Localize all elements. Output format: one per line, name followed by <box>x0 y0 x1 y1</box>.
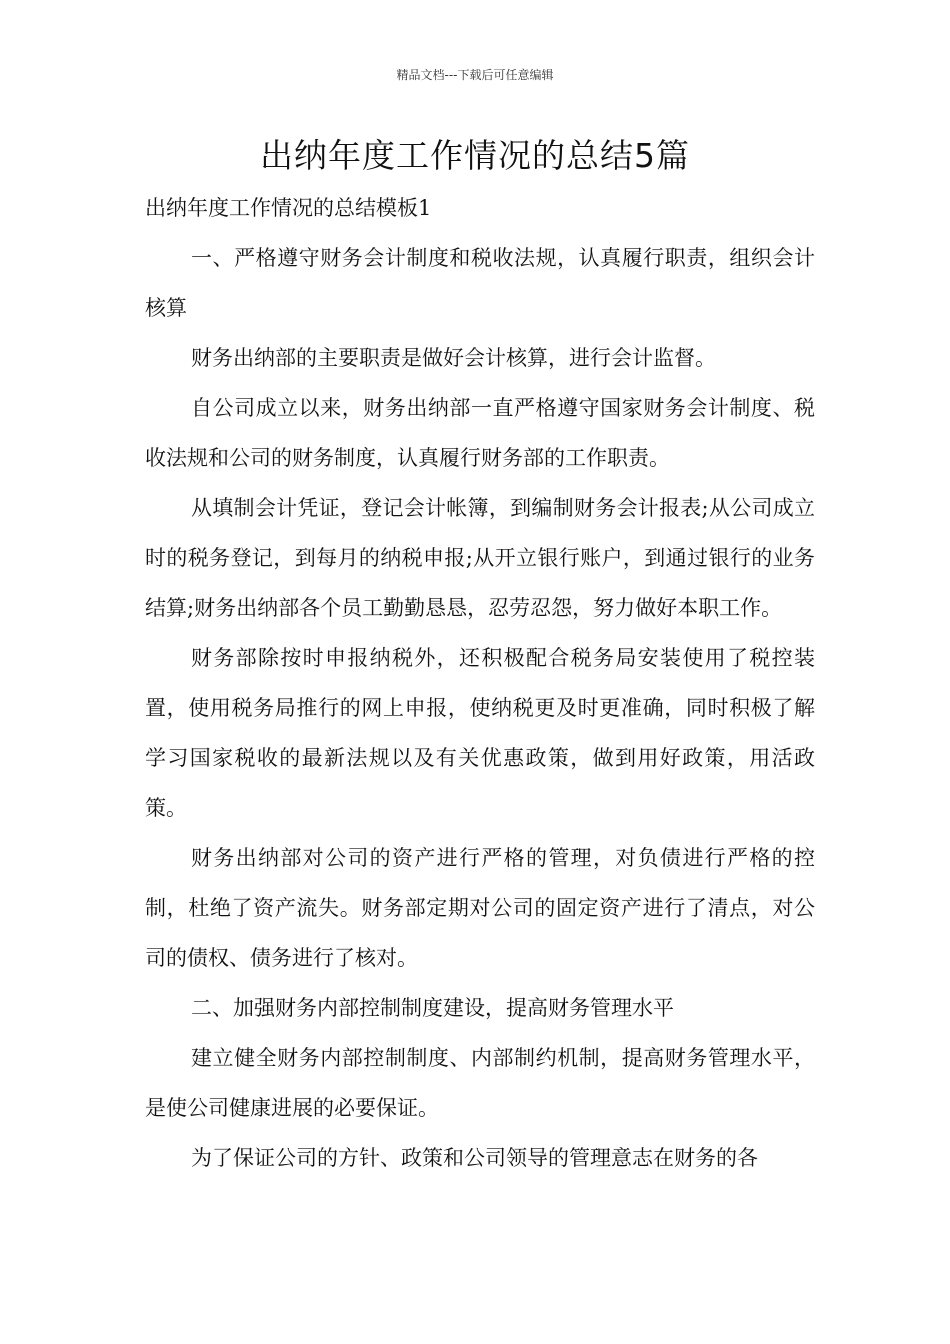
paragraph: 财务部除按时申报纳税外，还积极配合税务局安装使用了税控装置，使用税务局推行的网上申报，使纳税更及时更准确，同时积极了解学习国家税收的最新法规以及有关优惠政策，做到用好政策，用活政策。 <box>145 646 815 820</box>
paragraph: 财务出纳部的主要职责是做好会计核算，进行会计监督。 <box>191 346 716 370</box>
document-title: 出纳年度工作情况的总结5篇 <box>260 136 690 175</box>
paragraph: 财务出纳部对公司的资产进行严格的管理，对负债进行严格的控制，杜绝了资产流失。财务部定期对公司的固定资产进行了清点，对公司的债权、债务进行了核对。 <box>145 846 815 970</box>
paragraph: 从填制会计凭证，登记会计帐簿，到编制财务会计报表;从公司成立时的税务登记，到每月的纳税申报;从开立银行账户，到通过银行的业务结算;财务出纳部各个员工勤勤恳恳，忍劳忍怨，努力做好本职工作。 <box>145 496 815 620</box>
paragraph: 自公司成立以来，财务出纳部一直严格遵守国家财务会计制度、税收法规和公司的财务制度，认真履行财务部的工作职责。 <box>145 396 815 470</box>
section-heading-2: 二、加强财务内部控制制度建设，提高财务管理水平 <box>191 996 674 1020</box>
document-body <box>145 183 815 1183</box>
header-note: 精品文档---下载后可任意编辑 <box>396 68 554 82</box>
section-heading-1: 一、严格遵守财务会计制度和税收法规，认真履行职责，组织会计核算 <box>145 246 815 320</box>
paragraph: 建立健全财务内部控制制度、内部制约机制，提高财务管理水平，是使公司健康进展的必要保证。 <box>145 1046 815 1120</box>
paragraph: 为了保证公司的方针、政策和公司领导的管理意志在财务的各 <box>191 1146 758 1170</box>
document-subtitle: 出纳年度工作情况的总结模板1 <box>145 196 432 220</box>
